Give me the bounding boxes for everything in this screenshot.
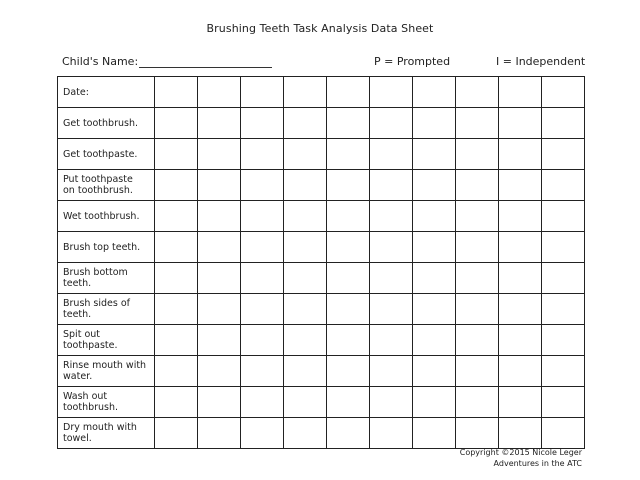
- data-cell: [155, 77, 198, 108]
- data-cell: [198, 77, 241, 108]
- data-cell: [241, 263, 284, 294]
- data-cell: [327, 325, 370, 356]
- footer: [460, 447, 582, 469]
- data-cell: [499, 201, 542, 232]
- task-step-label-line: Brush sides of: [63, 298, 131, 309]
- data-cell: [542, 387, 585, 418]
- data-cell: [284, 108, 327, 139]
- data-cell: [456, 108, 499, 139]
- data-cell: [155, 387, 198, 418]
- data-cell: [542, 201, 585, 232]
- task-step-label-line: Brush top teeth.: [63, 241, 141, 253]
- table-row: [58, 294, 585, 325]
- data-cell: [241, 139, 284, 170]
- data-cell: [542, 77, 585, 108]
- data-cell: [284, 387, 327, 418]
- table-row: [58, 108, 585, 139]
- child-name-label: Child's Name:: [62, 55, 139, 68]
- data-cell: [241, 294, 284, 325]
- task-step-label-line: Wash out: [63, 391, 108, 402]
- data-cell: [456, 77, 499, 108]
- independent-key: I = Independent: [496, 55, 586, 68]
- task-step-label-line: toothbrush.: [63, 402, 119, 413]
- task-step-label: [58, 356, 155, 387]
- task-step-label: [58, 232, 155, 263]
- table-row: [58, 418, 585, 449]
- task-step-label-line: towel.: [63, 433, 92, 444]
- data-cell: [198, 232, 241, 263]
- data-cell: [499, 294, 542, 325]
- data-cell: [241, 77, 284, 108]
- data-cell: [413, 139, 456, 170]
- data-cell: [370, 77, 413, 108]
- data-cell: [241, 232, 284, 263]
- data-cell: [456, 356, 499, 387]
- data-cell: [456, 325, 499, 356]
- data-cell: [198, 356, 241, 387]
- data-cell: [542, 263, 585, 294]
- data-cell: [327, 77, 370, 108]
- data-cell: [456, 418, 499, 449]
- data-cell: [413, 294, 456, 325]
- data-cell: [327, 387, 370, 418]
- task-step-label: [58, 170, 155, 201]
- data-cell: [198, 418, 241, 449]
- data-cell: [198, 108, 241, 139]
- data-cell: [155, 325, 198, 356]
- data-cell: [327, 418, 370, 449]
- data-cell: [370, 418, 413, 449]
- data-cell: [198, 387, 241, 418]
- sheet-header: [0, 55, 640, 71]
- task-step-label: [58, 77, 155, 108]
- data-cell: [284, 232, 327, 263]
- table-row: [58, 232, 585, 263]
- data-cell: [499, 108, 542, 139]
- data-cell: [241, 387, 284, 418]
- task-step-label: [58, 387, 155, 418]
- data-cell: [499, 139, 542, 170]
- task-step-label: [58, 418, 155, 449]
- sheet-title: Brushing Teeth Task Analysis Data Sheet: [206, 22, 434, 35]
- data-cell: [284, 139, 327, 170]
- data-cell: [499, 77, 542, 108]
- data-cell: [241, 108, 284, 139]
- task-step-label-line: Date:: [63, 86, 89, 98]
- data-cell: [413, 201, 456, 232]
- table-row: [58, 356, 585, 387]
- data-cell: [327, 170, 370, 201]
- data-cell: [542, 294, 585, 325]
- data-cell: [198, 201, 241, 232]
- task-step-label: [58, 294, 155, 325]
- task-step-label-line: teeth.: [63, 278, 92, 289]
- data-cell: [456, 263, 499, 294]
- task-step-label-line: Get toothpaste.: [63, 148, 138, 160]
- data-cell: [499, 387, 542, 418]
- data-cell: [413, 77, 456, 108]
- task-step-label-line: Put toothpaste: [63, 174, 133, 185]
- data-cell: [370, 201, 413, 232]
- task-step-label: [58, 325, 155, 356]
- data-cell: [327, 201, 370, 232]
- data-cell: [370, 294, 413, 325]
- copyright-text: Copyright ©2015 Nicole Leger: [459, 448, 582, 457]
- data-cell: [284, 77, 327, 108]
- data-cell: [370, 356, 413, 387]
- table-row: [58, 77, 585, 108]
- data-cell: [327, 232, 370, 263]
- data-cell: [413, 263, 456, 294]
- data-cell: [370, 387, 413, 418]
- data-cell: [284, 263, 327, 294]
- data-cell: [413, 108, 456, 139]
- data-cell: [155, 294, 198, 325]
- data-cell: [198, 170, 241, 201]
- data-cell: [413, 356, 456, 387]
- data-cell: [241, 170, 284, 201]
- data-cell: [370, 170, 413, 201]
- data-cell: [284, 325, 327, 356]
- task-step-label-line: on toothbrush.: [63, 185, 133, 196]
- data-cell: [198, 139, 241, 170]
- table-row: [58, 201, 585, 232]
- data-cell: [413, 170, 456, 201]
- data-cell: [499, 356, 542, 387]
- data-cell: [499, 232, 542, 263]
- data-cell: [456, 139, 499, 170]
- task-step-label-line: Wet toothbrush.: [63, 210, 140, 222]
- task-step-label-line: water.: [63, 371, 93, 382]
- data-cell: [413, 387, 456, 418]
- data-cell: [370, 325, 413, 356]
- data-cell: [241, 356, 284, 387]
- data-cell: [370, 139, 413, 170]
- data-cell: [198, 294, 241, 325]
- data-cell: [155, 418, 198, 449]
- data-cell: [542, 170, 585, 201]
- table-row: [58, 325, 585, 356]
- task-step-label-line: toothpaste.: [63, 340, 118, 351]
- data-cell: [198, 325, 241, 356]
- task-step-label-line: Brush bottom: [63, 267, 128, 278]
- data-cell: [155, 139, 198, 170]
- data-cell: [456, 201, 499, 232]
- data-cell: [241, 201, 284, 232]
- data-cell: [284, 356, 327, 387]
- data-cell: [284, 418, 327, 449]
- task-step-label-line: teeth.: [63, 309, 92, 320]
- data-cell: [327, 263, 370, 294]
- task-step-label-line: Spit out: [63, 329, 101, 340]
- data-cell: [155, 170, 198, 201]
- task-step-label: [58, 201, 155, 232]
- data-cell: [542, 139, 585, 170]
- data-cell: [327, 294, 370, 325]
- prompted-key: P = Prompted: [374, 55, 451, 68]
- task-step-label: [58, 263, 155, 294]
- data-cell: [456, 294, 499, 325]
- data-cell: [456, 232, 499, 263]
- data-cell: [241, 418, 284, 449]
- data-cell: [284, 201, 327, 232]
- task-step-label-line: Rinse mouth with: [63, 360, 147, 371]
- data-cell: [542, 418, 585, 449]
- data-cell: [155, 201, 198, 232]
- data-cell: [499, 418, 542, 449]
- task-analysis-table: [57, 76, 585, 449]
- data-cell: [155, 356, 198, 387]
- data-cell: [499, 263, 542, 294]
- data-cell: [456, 170, 499, 201]
- task-step-label-line: Get toothbrush.: [63, 117, 138, 129]
- site-text: Adventures in the ATC: [493, 459, 582, 468]
- task-step-label-line: Dry mouth with: [63, 422, 137, 433]
- data-cell: [542, 108, 585, 139]
- data-cell: [456, 387, 499, 418]
- task-step-label: [58, 108, 155, 139]
- data-cell: [284, 170, 327, 201]
- data-cell: [155, 263, 198, 294]
- data-cell: [542, 232, 585, 263]
- table-row: [58, 263, 585, 294]
- data-cell: [198, 263, 241, 294]
- data-cell: [241, 325, 284, 356]
- data-cell: [542, 356, 585, 387]
- data-cell: [155, 232, 198, 263]
- data-cell: [413, 232, 456, 263]
- data-cell: [499, 170, 542, 201]
- data-cell: [499, 325, 542, 356]
- data-cell: [327, 108, 370, 139]
- data-cell: [370, 232, 413, 263]
- data-cell: [413, 418, 456, 449]
- data-cell: [370, 108, 413, 139]
- data-cell: [370, 263, 413, 294]
- data-cell: [542, 325, 585, 356]
- table-row: [58, 139, 585, 170]
- data-cell: [413, 325, 456, 356]
- task-step-label: [58, 139, 155, 170]
- table-row: [58, 170, 585, 201]
- data-cell: [327, 356, 370, 387]
- table-row: [58, 387, 585, 418]
- data-cell: [327, 139, 370, 170]
- data-cell: [284, 294, 327, 325]
- child-name-field-line: [139, 67, 272, 68]
- data-cell: [155, 108, 198, 139]
